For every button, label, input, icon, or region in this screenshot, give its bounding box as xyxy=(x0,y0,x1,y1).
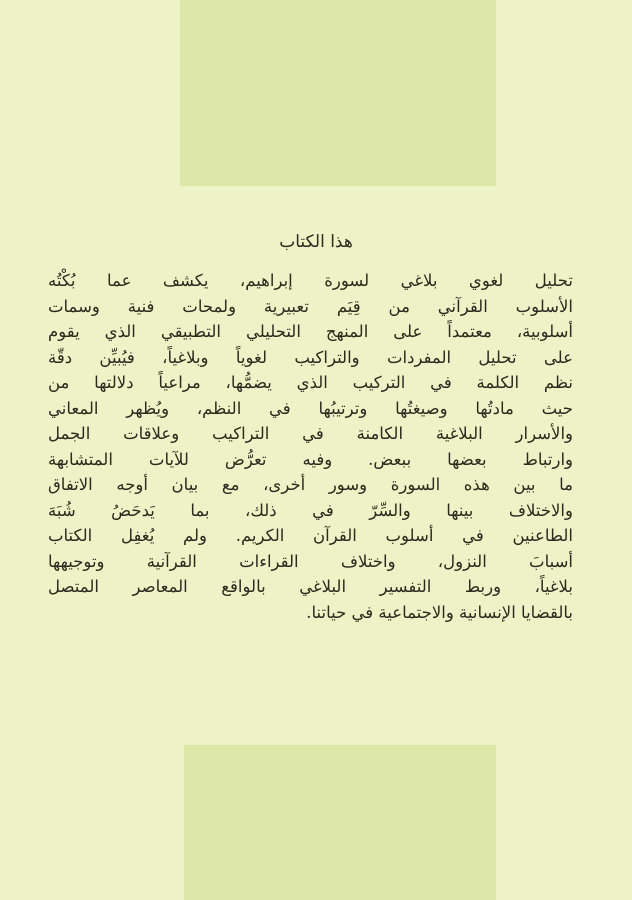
description-line: الطاعنين في أسلوب القرآن الكريم. ولم يُغفِل الكتاب xyxy=(48,526,573,545)
description-line: والاختلاف بينها والسِّرّ في ذلك، بما يَدحَضُ شُبَهَ xyxy=(48,500,573,520)
description-line: ما بين هذه السورة وسور أخرى، مع بيان أوجه الاتفاق xyxy=(48,475,573,494)
decorative-bottom-panel xyxy=(184,745,496,900)
description-line: وارتباط بعضها ببعض. وفيه تعرُّض للآيات المتشابهة xyxy=(48,449,573,469)
description-line: أسبابَ النزول، واختلاف القراءات القرآنية وتوجيهها xyxy=(48,551,573,571)
description-line: أسلوبية، معتمداً على المنهج التحليلي التطبيقي الذي يقوم xyxy=(48,322,573,341)
description-line: بلاغياً، وربط التفسير البلاغي بالواقع المعاصر المتصل xyxy=(48,577,573,596)
description-line: نظم الكلمة في التركيب الذي يضمُّها، مراعياً دلالتها من xyxy=(48,373,573,392)
description-line: على تحليل المفردات والتراكيب لغوياً وبلاغياً، فيُبيِّن دقّة xyxy=(48,347,573,367)
description-line: بالقضايا الإنسانية والاجتماعية في حياتنا. xyxy=(306,602,573,622)
description-line: حيث مادتُها وصيغتُها وترتيبُها في النظم، ويُظهر المعاني xyxy=(48,398,573,418)
decorative-top-panel xyxy=(180,0,496,186)
cover-heading: هذا الكتاب xyxy=(279,232,353,252)
description-line: الأسلوب القرآني من قِيَم تعبيرية ولمحات فنية وسمات xyxy=(48,296,573,316)
description-line: تحليل لغوي بلاغي لسورة إبراهيم، يكشف عما بُكْتُه xyxy=(48,271,573,290)
description-line: والأسرار البلاغية الكامنة في التراكيب وعلاقات الجمل xyxy=(48,424,573,443)
book-description xyxy=(48,268,573,625)
